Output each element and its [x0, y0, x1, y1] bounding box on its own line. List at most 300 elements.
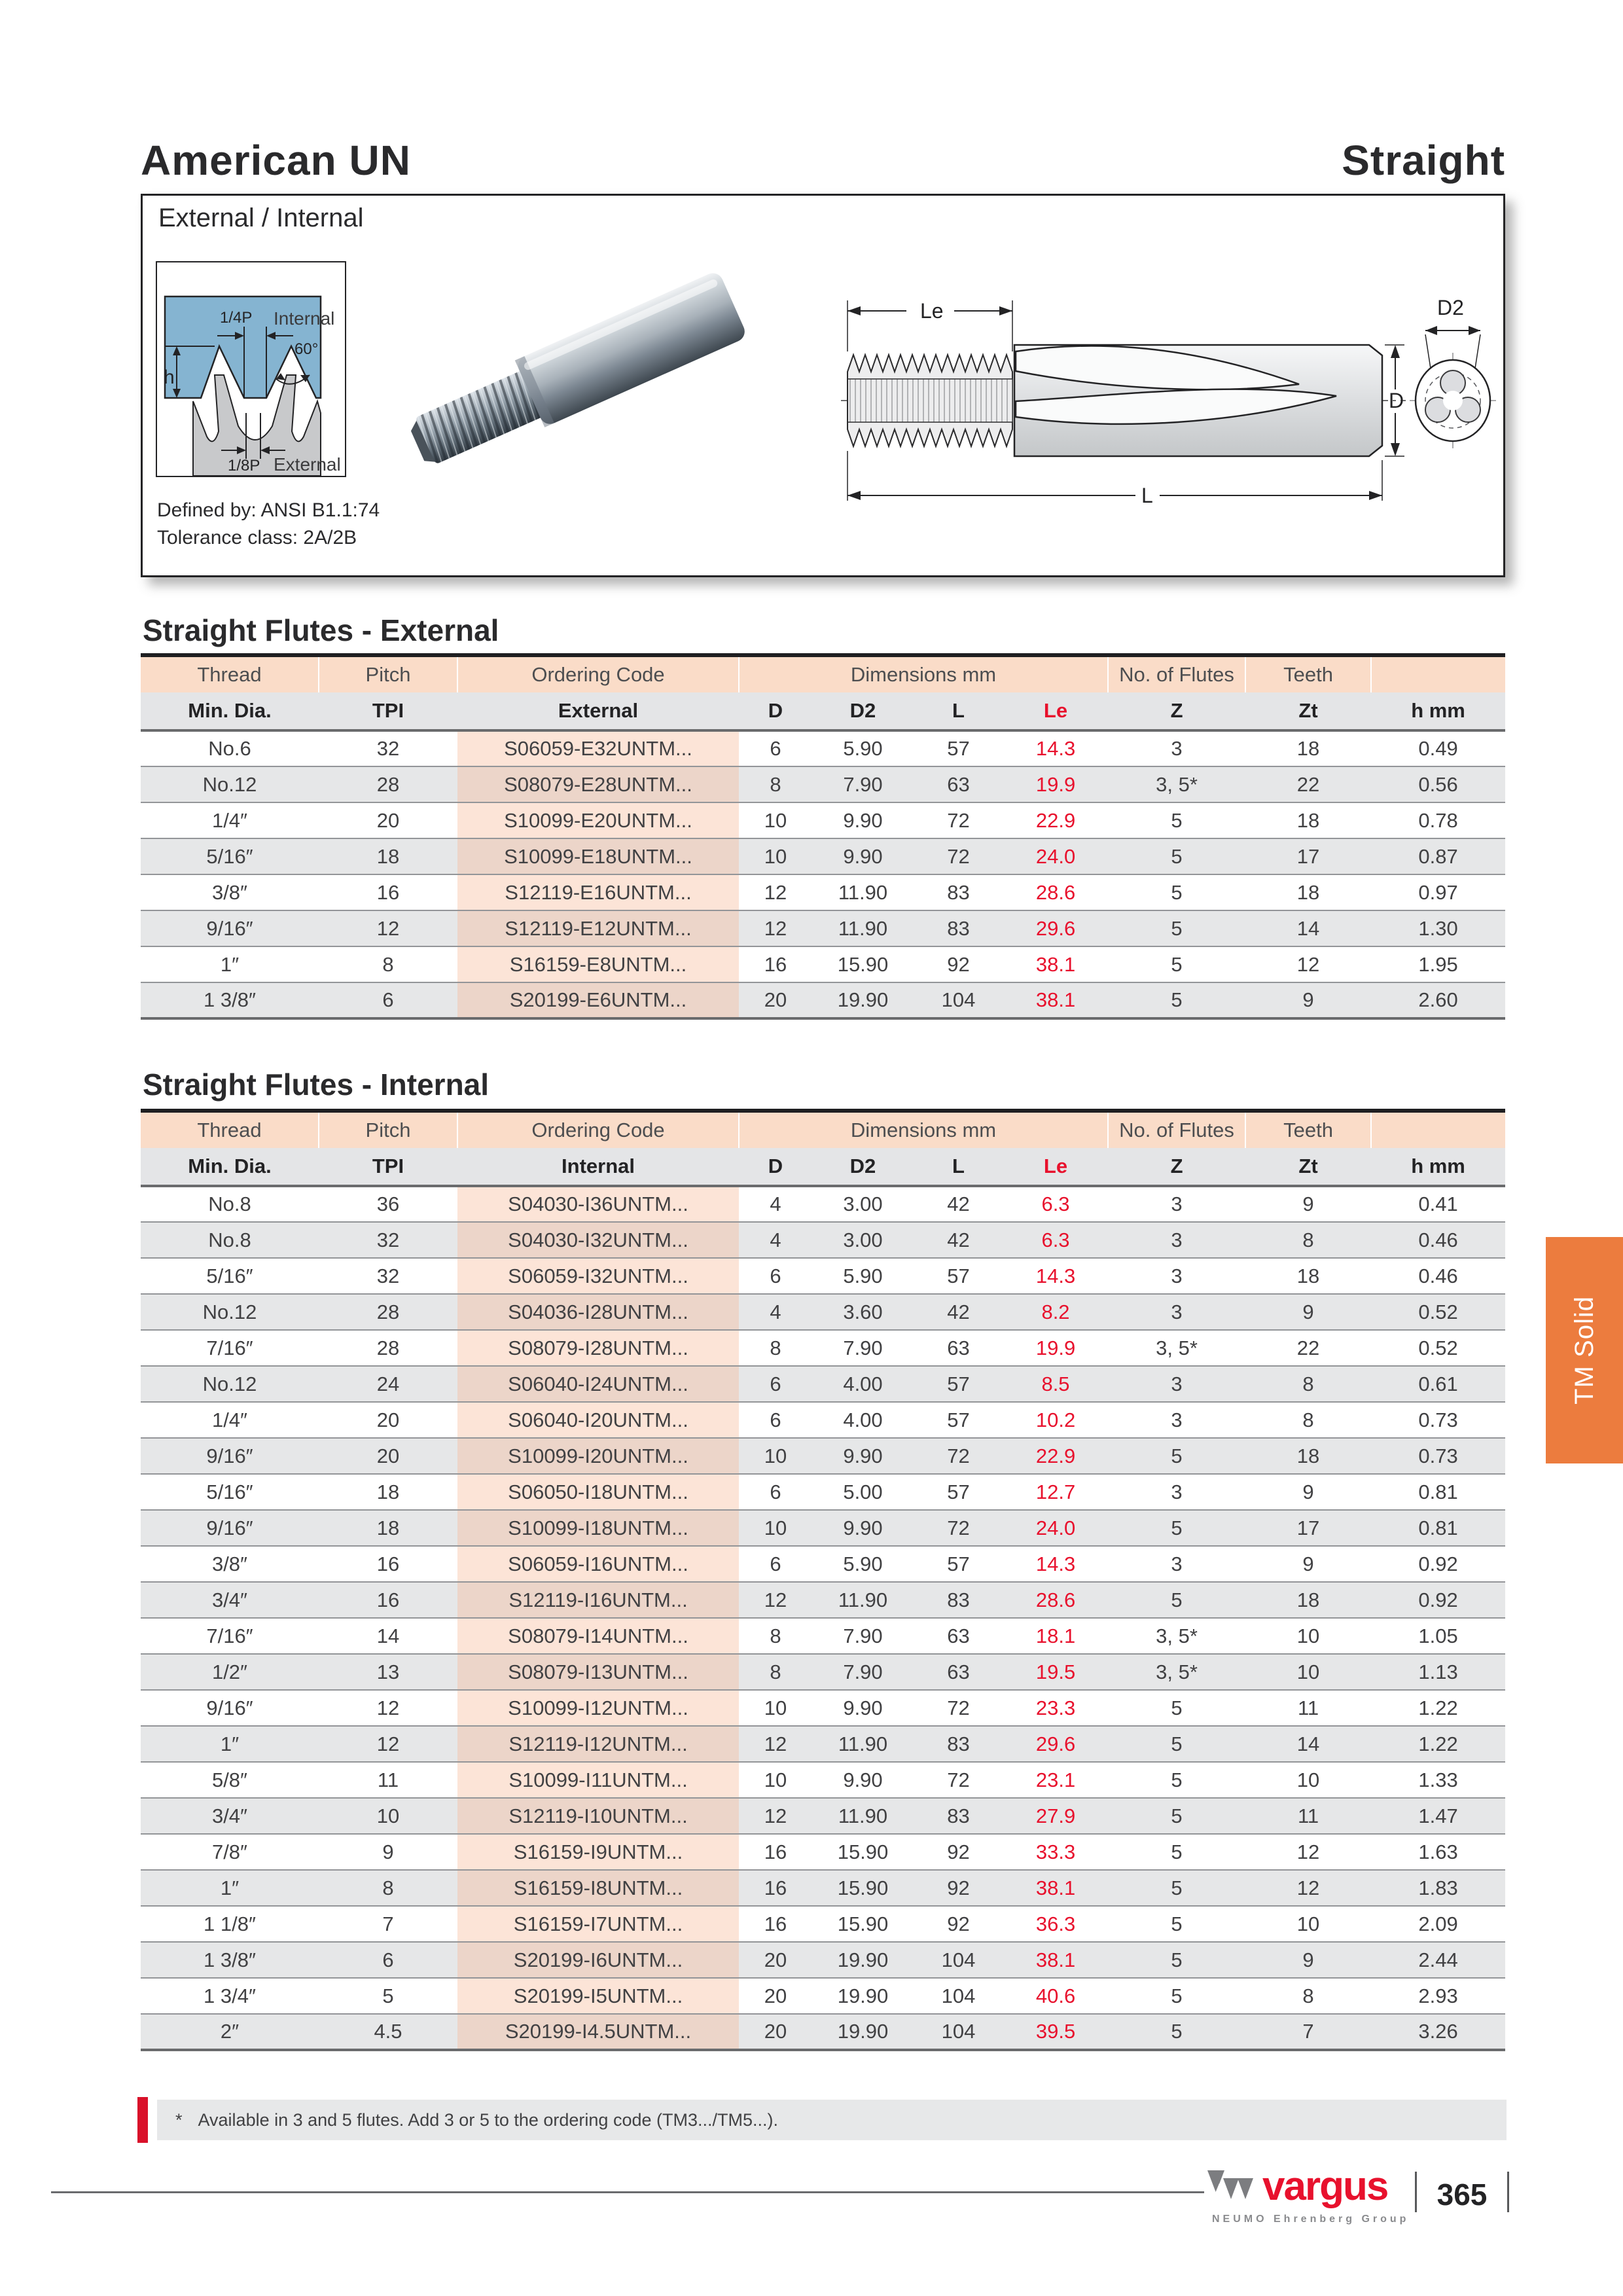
- cell-thread: 1 1/8″: [204, 1912, 256, 1935]
- cell-thread: 9/16″: [206, 1696, 253, 1719]
- cell-pitch: 12: [376, 1732, 400, 1755]
- cell-code: S10099-I20UNTM...: [457, 1438, 739, 1474]
- cell-zt: 8: [1302, 1228, 1314, 1251]
- cell-l: 57: [947, 1372, 970, 1395]
- cell-code: S08079-I13UNTM...: [457, 1654, 739, 1690]
- cell-z: 5: [1171, 1948, 1183, 1971]
- cell-h: 0.52: [1418, 1336, 1458, 1359]
- col-min-dia: Min. Dia.: [141, 1148, 319, 1186]
- cell-l: 42: [947, 1228, 970, 1251]
- cell-z: 3: [1171, 1480, 1183, 1503]
- cell-d: 20: [764, 1984, 787, 2007]
- col-d2: D2: [812, 1148, 914, 1186]
- cell-pitch: 20: [376, 808, 400, 832]
- cell-thread: 1 3/8″: [204, 988, 256, 1011]
- cell-le: 24.0: [1035, 844, 1076, 868]
- cell-code: S16159-I9UNTM...: [457, 1834, 739, 1870]
- cell-pitch: 10: [376, 1804, 400, 1827]
- table-row: [141, 1870, 1505, 1906]
- cell-thread: 5/16″: [206, 844, 253, 868]
- cell-le: 10.2: [1035, 1408, 1076, 1431]
- cell-d: 8: [770, 1624, 781, 1647]
- svg-text:1/4P: 1/4P: [220, 309, 253, 327]
- cell-le: 27.9: [1035, 1804, 1076, 1827]
- cell-l: 92: [947, 1912, 970, 1935]
- cell-h: 0.56: [1418, 772, 1458, 796]
- col-hmm: h mm: [1371, 1148, 1505, 1186]
- cell-code: S10099-E18UNTM...: [457, 838, 739, 874]
- cell-l: 83: [947, 1732, 970, 1755]
- cell-code: S06059-I16UNTM...: [457, 1546, 739, 1582]
- cell-h: 0.73: [1418, 1444, 1458, 1467]
- col-le: Le: [1003, 692, 1108, 730]
- cell-thread: 1/2″: [211, 1660, 248, 1683]
- cell-z: 3: [1171, 1193, 1183, 1215]
- cell-le: 19.9: [1035, 1336, 1076, 1359]
- cell-pitch: 18: [376, 1480, 400, 1503]
- cell-le: 24.0: [1035, 1516, 1076, 1539]
- table-row: [141, 1222, 1505, 1258]
- col-group-pitch: Pitch: [319, 655, 457, 692]
- table-row: [141, 1906, 1505, 1942]
- cell-l: 57: [947, 1552, 970, 1575]
- cell-thread: 3/4″: [211, 1588, 248, 1611]
- cell-d2: 7.90: [843, 1624, 883, 1647]
- cell-code: S06050-I18UNTM...: [457, 1474, 739, 1510]
- external-internal-label: External / Internal: [158, 204, 364, 232]
- cell-d: 10: [764, 1444, 787, 1467]
- svg-text:Internal: Internal: [274, 308, 335, 329]
- table-row: [141, 802, 1505, 838]
- cell-zt: 18: [1296, 808, 1320, 832]
- cell-thread: 5/16″: [206, 1480, 253, 1503]
- col-zt: Zt: [1245, 1148, 1371, 1186]
- cell-z: 5: [1171, 1768, 1183, 1791]
- cell-pitch: 16: [376, 1588, 400, 1611]
- cell-zt: 9: [1302, 1480, 1314, 1503]
- cell-h: 1.13: [1418, 1660, 1458, 1683]
- cell-zt: 9: [1302, 988, 1314, 1011]
- cell-d2: 15.90: [837, 1840, 889, 1863]
- cell-code: S20199-I6UNTM...: [457, 1942, 739, 1978]
- cell-d: 6: [770, 1408, 781, 1431]
- dimension-drawing: [838, 266, 1499, 510]
- cell-h: 1.63: [1418, 1840, 1458, 1863]
- cell-h: 2.93: [1418, 1984, 1458, 2007]
- cell-z: 5: [1171, 1840, 1183, 1863]
- cell-d2: 3.00: [843, 1193, 883, 1215]
- cell-le: 14.3: [1035, 737, 1076, 760]
- footer-divider: [1507, 2172, 1509, 2212]
- cell-pitch: 28: [376, 1336, 400, 1359]
- cell-le: 23.3: [1035, 1696, 1076, 1719]
- cell-code: S20199-E6UNTM...: [457, 982, 739, 1018]
- cell-pitch: 24: [376, 1372, 400, 1395]
- cell-pitch: 12: [376, 916, 400, 940]
- cell-zt: 11: [1297, 1696, 1319, 1719]
- cell-zt: 14: [1296, 1732, 1320, 1755]
- col-group-pitch: Pitch: [319, 1111, 457, 1148]
- col-group-teeth: Teeth: [1245, 1111, 1371, 1148]
- cell-zt: 8: [1302, 1984, 1314, 2007]
- cell-pitch: 32: [376, 737, 400, 760]
- table-row: [141, 910, 1505, 946]
- cell-d: 16: [764, 1840, 787, 1863]
- cell-h: 0.97: [1418, 880, 1458, 904]
- cell-d: 10: [764, 844, 787, 868]
- page-subtitle: Straight: [1342, 137, 1505, 184]
- table-row: [141, 1474, 1505, 1510]
- cell-z: 3: [1171, 737, 1183, 760]
- cell-zt: 12: [1296, 952, 1320, 976]
- table-row: [141, 1690, 1505, 1726]
- cell-le: 38.1: [1035, 952, 1076, 976]
- table-row: [141, 1798, 1505, 1834]
- cell-z: 3, 5*: [1156, 772, 1198, 796]
- cell-le: 38.1: [1035, 1948, 1076, 1971]
- table-row: [141, 982, 1505, 1018]
- cell-thread: 5/8″: [211, 1768, 248, 1791]
- group-header-row: [141, 1111, 1505, 1148]
- cell-d: 6: [770, 1480, 781, 1503]
- cell-d2: 9.90: [843, 1444, 883, 1467]
- cell-thread: 1″: [220, 1732, 240, 1755]
- svg-text:h: h: [164, 367, 175, 388]
- cell-zt: 9: [1302, 1193, 1314, 1215]
- col-group-thread: Thread: [141, 1111, 319, 1148]
- page-number: 365: [1436, 2178, 1488, 2212]
- cell-d: 12: [764, 880, 787, 904]
- cell-le: 36.3: [1035, 1912, 1076, 1935]
- tm-solid-tab-label: TM Solid: [1569, 1296, 1599, 1405]
- cell-l: 42: [947, 1300, 970, 1323]
- table-row: [141, 766, 1505, 802]
- cell-z: 3: [1171, 1372, 1183, 1395]
- cell-l: 72: [947, 1516, 970, 1539]
- cell-d: 8: [770, 1660, 781, 1683]
- cell-z: 5: [1171, 880, 1183, 904]
- cell-le: 38.1: [1035, 988, 1076, 1011]
- cell-zt: 17: [1296, 1516, 1320, 1539]
- cell-thread: No.12: [202, 1372, 257, 1395]
- cell-pitch: 28: [376, 1300, 400, 1323]
- external-table: [141, 653, 1505, 1020]
- cell-l: 72: [947, 844, 970, 868]
- cell-l: 63: [947, 772, 970, 796]
- cell-zt: 10: [1296, 1768, 1320, 1791]
- cell-zt: 10: [1296, 1660, 1320, 1683]
- cell-l: 92: [947, 1876, 970, 1899]
- cell-le: 29.6: [1035, 916, 1076, 940]
- svg-text:1/8P: 1/8P: [228, 457, 260, 475]
- cell-d2: 15.90: [837, 1876, 889, 1899]
- cell-zt: 8: [1302, 1408, 1314, 1431]
- col-d: D: [739, 692, 812, 730]
- vargus-logo: [1207, 2164, 1417, 2219]
- cell-code: S12119-I12UNTM...: [457, 1726, 739, 1762]
- col-tpi: TPI: [319, 1148, 457, 1186]
- tolerance-line: Tolerance class: 2A/2B: [157, 527, 357, 548]
- cell-thread: 3/8″: [211, 880, 248, 904]
- table-row: [141, 1258, 1505, 1294]
- col-le: Le: [1003, 1148, 1108, 1186]
- cell-d2: 5.90: [843, 737, 883, 760]
- cell-h: 3.26: [1418, 2020, 1458, 2043]
- cell-d: 10: [764, 1516, 787, 1539]
- cell-le: 33.3: [1035, 1840, 1076, 1863]
- cell-le: 19.5: [1035, 1660, 1076, 1683]
- cell-thread: 1/4″: [211, 1408, 248, 1431]
- cell-z: 5: [1171, 808, 1183, 832]
- cell-code: S16159-I8UNTM...: [457, 1870, 739, 1906]
- cell-thread: 1 3/4″: [204, 1984, 256, 2007]
- footnote-asterisk: *: [175, 2109, 183, 2130]
- cell-d: 16: [764, 1912, 787, 1935]
- cell-h: 1.22: [1418, 1732, 1458, 1755]
- table-row: [141, 1942, 1505, 1978]
- cell-d2: 5.90: [843, 1264, 883, 1287]
- cell-pitch: 6: [382, 1948, 394, 1971]
- cell-l: 63: [947, 1660, 970, 1683]
- cell-code: S04030-I36UNTM...: [457, 1186, 739, 1222]
- cell-h: 1.47: [1418, 1804, 1458, 1827]
- cell-pitch: 11: [377, 1768, 399, 1791]
- cell-d: 6: [770, 737, 781, 760]
- cell-d2: 9.90: [843, 1696, 883, 1719]
- cell-l: 83: [947, 1588, 970, 1611]
- cell-d2: 11.90: [838, 1732, 888, 1755]
- table-row: [141, 1582, 1505, 1618]
- cell-thread: 5/16″: [206, 1264, 253, 1287]
- footnote: [157, 2100, 1507, 2140]
- cell-l: 72: [947, 808, 970, 832]
- cell-z: 5: [1171, 988, 1183, 1011]
- cell-d: 6: [770, 1552, 781, 1575]
- cell-thread: 9/16″: [206, 1516, 253, 1539]
- cell-zt: 14: [1296, 916, 1320, 940]
- cell-zt: 22: [1296, 772, 1320, 796]
- thread-profile-icon: [157, 262, 345, 476]
- cell-d2: 11.90: [838, 1804, 888, 1827]
- cell-thread: 3/4″: [211, 1804, 248, 1827]
- cell-l: 104: [941, 2020, 976, 2043]
- cell-d: 4: [770, 1300, 781, 1323]
- cell-le: 19.9: [1035, 772, 1076, 796]
- page-title: American UN: [141, 137, 411, 184]
- col-group-teeth: Teeth: [1245, 655, 1371, 692]
- cell-pitch: 12: [376, 1696, 400, 1719]
- cell-zt: 9: [1302, 1948, 1314, 1971]
- cell-z: 3: [1171, 1300, 1183, 1323]
- col-group-ordering-code: Ordering Code: [457, 1111, 739, 1148]
- table-row: [141, 1330, 1505, 1366]
- cell-thread: 7/16″: [206, 1336, 253, 1359]
- cell-thread: 1 3/8″: [204, 1948, 256, 1971]
- cell-code: S10099-E20UNTM...: [457, 802, 739, 838]
- thread-mill-photo: [391, 261, 771, 484]
- cell-d: 16: [764, 1876, 787, 1899]
- cell-pitch: 14: [376, 1624, 400, 1647]
- col-group-flutes: No. of Flutes: [1108, 1111, 1245, 1148]
- vargus-subtext: NEUMO Ehrenberg Group: [1212, 2214, 1410, 2225]
- cell-thread: 7/16″: [206, 1624, 253, 1647]
- col-tpi: TPI: [319, 692, 457, 730]
- cell-d2: 9.90: [843, 808, 883, 832]
- cell-d2: 5.00: [843, 1480, 883, 1503]
- cell-d2: 4.00: [843, 1408, 883, 1431]
- cell-z: 5: [1171, 1696, 1183, 1719]
- svg-text:D2: D2: [1437, 296, 1464, 319]
- cell-h: 1.95: [1418, 952, 1458, 976]
- cell-h: 0.46: [1418, 1264, 1458, 1287]
- table-row: [141, 1546, 1505, 1582]
- table-row: [141, 1654, 1505, 1690]
- header-box: [141, 194, 1505, 577]
- cell-d2: 9.90: [843, 1516, 883, 1539]
- cell-d2: 15.90: [837, 952, 889, 976]
- cell-z: 3: [1171, 1228, 1183, 1251]
- footnote-accent-bar: [137, 2097, 148, 2143]
- cell-pitch: 8: [382, 952, 394, 976]
- cell-d: 4: [770, 1193, 781, 1215]
- cell-pitch: 4.5: [374, 2020, 402, 2043]
- cell-z: 3: [1171, 1408, 1183, 1431]
- cell-code: S12119-I10UNTM...: [457, 1798, 739, 1834]
- cell-d2: 9.90: [843, 844, 883, 868]
- table-row: [141, 1510, 1505, 1546]
- col-group-flutes: No. of Flutes: [1108, 655, 1245, 692]
- cell-pitch: 18: [376, 844, 400, 868]
- cell-thread: 2″: [220, 2020, 240, 2043]
- tm-solid-tab: [1546, 1237, 1623, 1463]
- cell-zt: 11: [1297, 1804, 1319, 1827]
- cell-pitch: 13: [376, 1660, 400, 1683]
- cell-d2: 19.90: [837, 2020, 889, 2043]
- external-section-title: Straight Flutes - External: [143, 613, 499, 647]
- cell-d: 20: [764, 988, 787, 1011]
- cell-pitch: 32: [376, 1264, 400, 1287]
- cell-code: S16159-E8UNTM...: [457, 946, 739, 982]
- cell-d: 20: [764, 1948, 787, 1971]
- cell-code: S12119-I16UNTM...: [457, 1582, 739, 1618]
- cell-le: 8.2: [1041, 1300, 1070, 1323]
- cell-d2: 9.90: [843, 1768, 883, 1791]
- cell-pitch: 20: [376, 1408, 400, 1431]
- cell-l: 92: [947, 952, 970, 976]
- cell-l: 83: [947, 916, 970, 940]
- cell-zt: 18: [1296, 737, 1320, 760]
- table-row: [141, 1762, 1505, 1798]
- cell-zt: 18: [1296, 1588, 1320, 1611]
- cell-le: 6.3: [1041, 1228, 1070, 1251]
- cell-h: 0.46: [1418, 1228, 1458, 1251]
- cell-z: 5: [1171, 2020, 1183, 2043]
- cell-code: S06040-I24UNTM...: [457, 1366, 739, 1402]
- col-min-dia: Min. Dia.: [141, 692, 319, 730]
- sub-header-row: [141, 692, 1505, 730]
- cell-z: 3, 5*: [1156, 1624, 1198, 1647]
- cell-l: 57: [947, 737, 970, 760]
- cell-thread: 9/16″: [206, 916, 253, 940]
- cell-thread: No.8: [208, 1228, 251, 1251]
- cell-zt: 7: [1302, 2020, 1314, 2043]
- col-zt: Zt: [1245, 692, 1371, 730]
- cell-pitch: 9: [382, 1840, 394, 1863]
- col-group-dimensions: Dimensions mm: [739, 655, 1108, 692]
- cell-d: 6: [770, 1264, 781, 1287]
- cell-z: 3: [1171, 1264, 1183, 1287]
- cell-d2: 19.90: [837, 988, 889, 1011]
- cell-pitch: 6: [382, 988, 394, 1011]
- cell-thread: 1″: [220, 952, 240, 976]
- cell-code: S12119-E16UNTM...: [457, 874, 739, 910]
- cell-h: 0.81: [1418, 1480, 1458, 1503]
- col-hmm: h mm: [1371, 692, 1505, 730]
- cell-d2: 7.90: [843, 1660, 883, 1683]
- col-z: Z: [1108, 1148, 1245, 1186]
- group-header-row: [141, 655, 1505, 692]
- col-group-thread: Thread: [141, 655, 319, 692]
- col-group-ordering-code: Ordering Code: [457, 655, 739, 692]
- footnote-text: Available in 3 and 5 flutes. Add 3 or 5 to the ordering code (TM3.../TM5...).: [198, 2109, 778, 2130]
- table-row: [141, 838, 1505, 874]
- cell-le: 14.3: [1035, 1264, 1076, 1287]
- cell-h: 0.52: [1418, 1300, 1458, 1323]
- footer-divider: [1415, 2172, 1417, 2212]
- cell-zt: 10: [1296, 1624, 1320, 1647]
- cell-thread: 1/4″: [211, 808, 248, 832]
- cell-code: S20199-I5UNTM...: [457, 1978, 739, 2014]
- cell-l: 72: [947, 1768, 970, 1791]
- col-d2: D2: [812, 692, 914, 730]
- cell-l: 57: [947, 1264, 970, 1287]
- cell-h: 1.30: [1418, 916, 1458, 940]
- cell-thread: 1″: [220, 1876, 240, 1899]
- cell-pitch: 36: [376, 1193, 400, 1215]
- cell-pitch: 18: [376, 1516, 400, 1539]
- cell-le: 6.3: [1041, 1193, 1070, 1215]
- cell-l: 42: [947, 1193, 970, 1215]
- cell-h: 2.44: [1418, 1948, 1458, 1971]
- table-row: [141, 730, 1505, 766]
- cell-z: 5: [1171, 1912, 1183, 1935]
- cell-le: 23.1: [1035, 1768, 1076, 1791]
- col-l: L: [914, 1148, 1003, 1186]
- cell-thread: 7/8″: [211, 1840, 248, 1863]
- cell-z: 5: [1171, 844, 1183, 868]
- table-row: [141, 1294, 1505, 1330]
- cell-le: 39.5: [1035, 2020, 1076, 2043]
- vargus-wordmark: vargus: [1262, 2164, 1388, 2209]
- cell-d2: 15.90: [837, 1912, 889, 1935]
- cell-d: 12: [764, 1804, 787, 1827]
- cell-h: 1.33: [1418, 1768, 1458, 1791]
- cell-l: 63: [947, 1336, 970, 1359]
- cell-le: 14.3: [1035, 1552, 1076, 1575]
- cell-zt: 8: [1302, 1372, 1314, 1395]
- cell-d: 12: [764, 916, 787, 940]
- col-code: External: [457, 692, 739, 730]
- cell-code: S08079-I28UNTM...: [457, 1330, 739, 1366]
- col-group-empty: [1371, 655, 1505, 692]
- cell-d2: 5.90: [843, 1552, 883, 1575]
- cell-h: 0.41: [1418, 1193, 1458, 1215]
- cell-z: 3: [1171, 1552, 1183, 1575]
- cell-zt: 9: [1302, 1552, 1314, 1575]
- cell-z: 5: [1171, 916, 1183, 940]
- cell-code: S08079-I14UNTM...: [457, 1618, 739, 1654]
- cell-l: 72: [947, 1444, 970, 1467]
